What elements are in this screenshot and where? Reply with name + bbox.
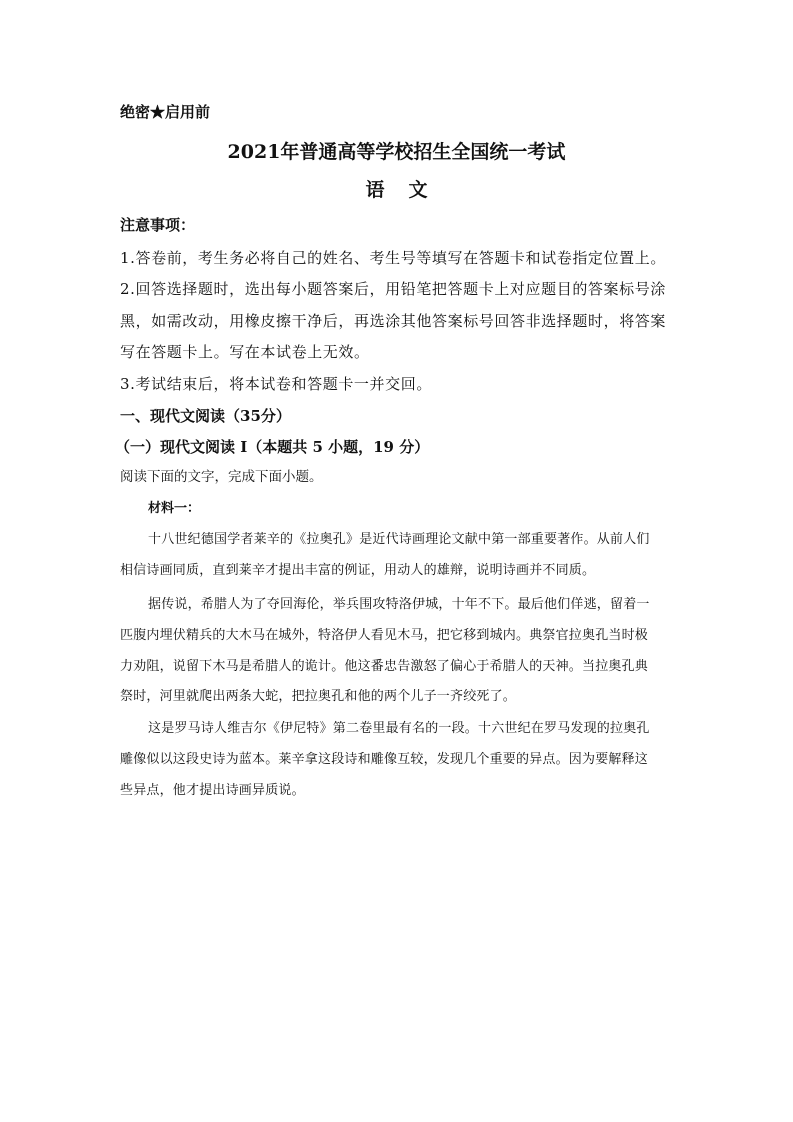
notice-title: 注意事项： bbox=[120, 216, 196, 234]
section-title: 一、现代文阅读（35分） bbox=[120, 407, 291, 425]
subsection-title: （一）现代文阅读 I（本题共 5 小题，19 分） bbox=[115, 438, 430, 456]
paragraph-line: 力劝阻，说留下木马是希腊人的诡计。他这番忠告激怒了偏心于希腊人的天神。当拉奥孔典 bbox=[120, 659, 649, 674]
notice-line: 3.考试结束后，将本试卷和答题卡一并交回。 bbox=[120, 375, 432, 393]
paragraph-line: 些异点，他才提出诗画异质说。 bbox=[120, 783, 305, 798]
paragraph-line: 匹腹内埋伏精兵的大木马在城外，特洛伊人看见木马，把它移到城内。典祭官拉奥孔当时极 bbox=[120, 628, 649, 643]
paragraph-line: 十八世纪德国学者莱辛的《拉奥孔》是近代诗画理论文献中第一部重要著作。从前人们 bbox=[148, 532, 650, 547]
subject-title: 语文 bbox=[365, 179, 452, 201]
notice-line: 黑，如需改动，用橡皮擦干净后，再选涂其他答案标号回答非选择题时，将答案 bbox=[120, 312, 667, 330]
exam-title: 2021年普通高等学校招生全国统一考试 bbox=[227, 141, 566, 163]
confidential-label: 绝密★启用前 bbox=[120, 103, 211, 121]
notice-line: 1.答卷前，考生务必将自己的姓名、考生号等填写在答题卡和试卷指定位置上。 bbox=[120, 249, 666, 267]
paragraph-line: 据传说，希腊人为了夺回海伦，举兵围攻特洛伊城，十年不下。最后他们佯逃，留着一 bbox=[148, 597, 650, 612]
paragraph-line: 相信诗画同质，直到莱辛才提出丰富的例证，用动人的雄辩，说明诗画并不同质。 bbox=[120, 563, 596, 578]
paragraph-line: 这是罗马诗人维吉尔《伊尼特》第二卷里最有名的一段。十六世纪在罗马发现的拉奥孔 bbox=[148, 721, 650, 736]
paragraph-line: 祭时，河里就爬出两条大蛇，把拉奥孔和他的两个儿子一齐绞死了。 bbox=[120, 689, 517, 704]
paragraph-line: 雕像似以这段史诗为蓝本。莱辛拿这段诗和雕像互较，发现几个重要的异点。因为要解释这 bbox=[120, 752, 649, 767]
notice-line: 2.回答选择题时，选出每小题答案后，用铅笔把答题卡上对应题目的答案标号涂 bbox=[120, 280, 666, 298]
notice-line: 写在答题卡上。写在本试卷上无效。 bbox=[120, 343, 370, 361]
material-label: 材料一： bbox=[148, 501, 201, 516]
reading-instruction: 阅读下面的文字，完成下面小题。 bbox=[120, 469, 323, 484]
